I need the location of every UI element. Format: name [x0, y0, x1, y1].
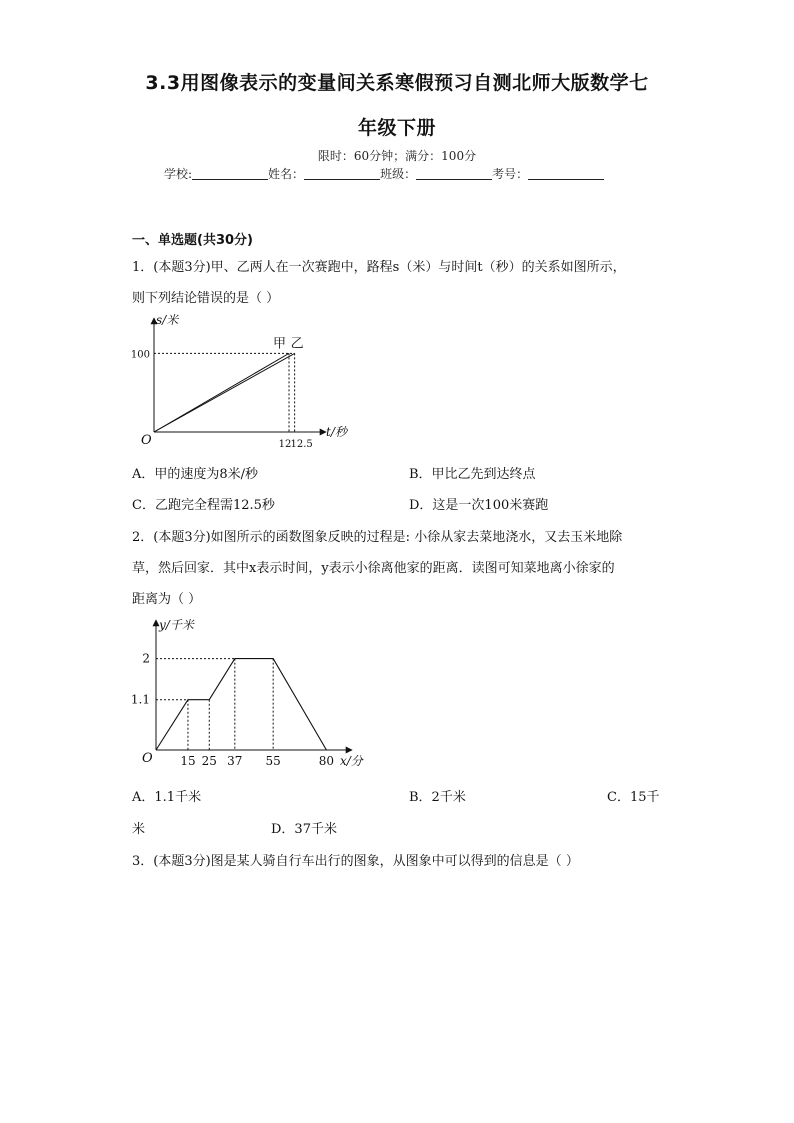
exam-number-label: 考号：	[492, 167, 529, 181]
q1-origin-label: O	[141, 433, 152, 448]
q2-ytick-0: 1.1	[130, 692, 150, 707]
class-blank[interactable]	[416, 167, 492, 180]
q2-chart	[126, 612, 386, 777]
q2-option-a[interactable]: A．1.1千米	[132, 790, 202, 805]
q2-xtick-3: 55	[265, 754, 281, 768]
student-info-row	[164, 165, 604, 182]
q2-origin-label: O	[142, 751, 153, 766]
q2-line-1: 2．(本题3分)如图所示的函数图象反映的过程是: 小徐从家去菜地浇水，又去玉米地除	[132, 530, 623, 545]
q2-xtick-0: 15	[180, 754, 196, 768]
q2-ylabel: y/千米	[159, 618, 194, 632]
q2-option-b[interactable]: B．2千米	[409, 790, 466, 805]
q1-line-1: 1．(本题3分)甲、乙两人在一次赛跑中，路程s（米）与时间t（秒）的关系如图所示，	[132, 260, 626, 275]
q1-option-b[interactable]: B．甲比乙先到达终点	[409, 467, 536, 482]
school-label: 学校:	[164, 167, 193, 181]
class-label: 班级：	[380, 167, 417, 181]
q2-option-c[interactable]: C．15千	[607, 790, 660, 805]
q1-ylabel: s/米	[156, 313, 179, 327]
q2-xtick-2: 37	[227, 754, 243, 768]
q2-xlabel: x/分	[340, 754, 363, 768]
q1-ytick-100: 100	[130, 349, 150, 361]
q2-ytick-1: 2	[142, 651, 150, 666]
q2-option-d[interactable]: D．37千米	[271, 822, 337, 837]
q2-xtick-1: 25	[201, 754, 217, 768]
q3-line-1: 3．(本题3分)图是某人骑自行车出行的图象，从图象中可以得到的信息是（ ）	[132, 854, 579, 869]
title-line-1: 3.3用图像表示的变量间关系寒假预习自测北师大版数学七	[145, 72, 649, 94]
q2-line-2: 草，然后回家．其中x表示时间，y表示小徐离他家的距离．读图可知菜地离小徐家的	[132, 561, 615, 576]
q1-option-a[interactable]: A．甲的速度为8米/秒	[132, 467, 259, 482]
section-title: 一、单选题(共30分)	[132, 233, 253, 248]
q2-series-line	[156, 659, 326, 750]
q1-xlabel: t/秒	[326, 425, 347, 439]
title-line-2: 年级下册	[357, 117, 436, 139]
q1-xtick-1: 12.5	[290, 439, 313, 450]
exam-number-blank[interactable]	[528, 167, 604, 180]
q1-series-line-1	[154, 353, 295, 432]
q1-series-label-0: 甲	[273, 336, 287, 352]
name-blank[interactable]	[304, 167, 380, 180]
q1-series-label-1: 乙	[290, 336, 304, 352]
q2-xtick-4: 80	[318, 754, 335, 768]
school-blank[interactable]	[192, 167, 268, 180]
q2-option-c-wrap[interactable]: 米	[132, 822, 146, 837]
q2-line-3: 距离为（ ）	[132, 592, 202, 607]
q1-option-d[interactable]: D．这是一次100米赛跑	[409, 498, 549, 513]
q1-xtick-0: 12	[278, 439, 292, 450]
q1-option-c[interactable]: C．乙跑完全程需12.5秒	[132, 498, 275, 513]
q1-line-2: 则下列结论错误的是（ ）	[132, 291, 280, 306]
q1-chart	[126, 308, 366, 458]
name-label: 姓名：	[268, 167, 305, 181]
time-score-info: 限时：60分钟；满分：100分	[317, 149, 477, 163]
